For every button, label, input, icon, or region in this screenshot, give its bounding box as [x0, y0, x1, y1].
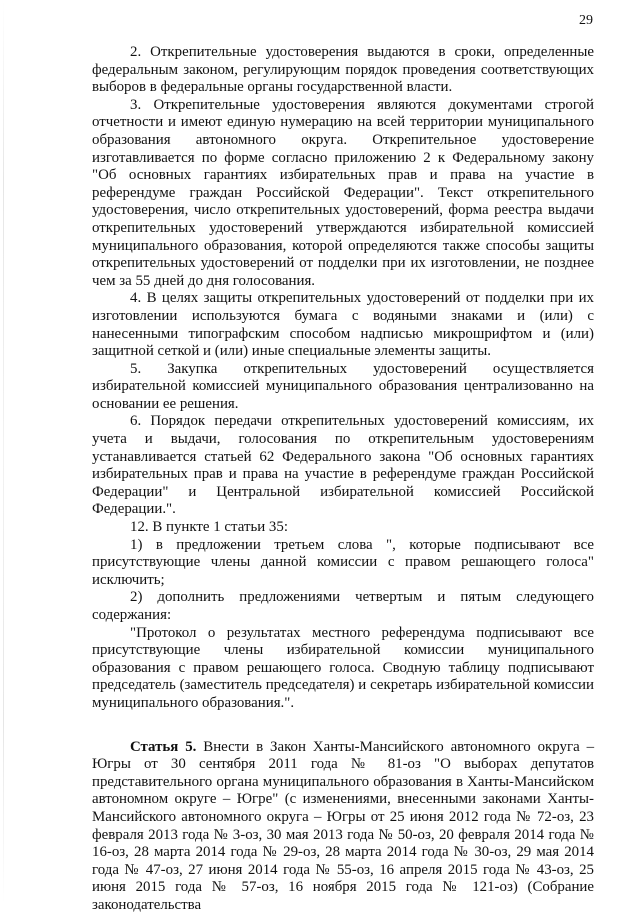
- scan-margin-line: [3, 0, 4, 905]
- paragraph-item-2: 2. Открепительные удостоверения выдаются в сроки, определенные федеральным законом, регулирующим порядок проведения соответствующих выборов в федеральные органы государственной власти.: [92, 44, 594, 96]
- amendment-point-12: 12. В пункте 1 статьи 35:: [130, 519, 288, 536]
- amendment-subpoint-2: 2) дополнить предложениями четвертым и пятым следующего содержания:: [92, 589, 594, 623]
- article-text: Внести в Закон Ханты-Мансийского автономного округа – Югры от 30 сентября 2011 года № 81-оз "О выборах депутатов представительного органа муниципального образования в Ханты-Мансийском автономном округе – Югре" (с изменениями, внесенными законами Ханты-Мансийского автономного округа – Югры от 25 июня 2012 года № 72-оз, 23 февраля 2013 года № 3-оз, 30 мая 2013 года № 50-оз, 20 февраля 2014 года № 16-оз, 28 марта 2014 года № 29-оз, 28 марта 2014 года № 30-оз, 29 мая 2014 года № 47-оз, 27 июня 2014 года № 55-оз, 16 апреля 2015 года № 43-оз, 25 июня 2015 года № 57-оз, 16 ноября 2015 года № 121-оз) (Собрание законодательства: [92, 738, 595, 913]
- paragraph-item-6: 6. Порядок передачи открепительных удостоверений комиссиям, их учета и выдачи, голосования по открепительным удостоверениям устанавливается статьей 62 Федерального закона "Об основных гарантиях избирательных прав и права на участие в референдуме граждан Российской Федерации" и Центральной избирательной комиссией Российской Федерации.".: [92, 413, 594, 518]
- paragraph-item-4: 4. В целях защиты открепительных удостоверений от подделки при их изготовлении используются бумага с водяными знаками и (или) с нанесенными типографским способом надписью микрошрифтом и (или) защитной сеткой и (или) иные специальные элементы защиты.: [92, 290, 594, 360]
- paragraph-item-3: 3. Открепительные удостоверения являются документами строгой отчетности и имеют единую нумерацию на всей территории муниципального образования автономного округа. Открепительное удостоверение изготавливается по форме согласно приложению 2 к Федеральному закону "Об основных гарантиях избирательных прав и права на участие в референдуме граждан Российской Федерации". Текст открепительного удостоверения, число открепительных удостоверений, форма реестра выдачи открепительных удостоверений утверждаются избирательной комиссией муниципального образования, которой определяются также способы защиты открепительных удостоверений от подделки при их изготовлении, не позднее чем за 55 дней до дня голосования.: [92, 96, 594, 289]
- article-heading: Статья 5.: [130, 738, 197, 755]
- paragraph-item-5: 5. Закупка открепительных удостоверений осуществляется избирательной комиссией муниципального образования централизованно на основании ее решения.: [92, 360, 594, 412]
- amendment-subpoint-1: 1) в предложении третьем слова ", которые подписывают все присутствующие члены данной комиссии с правом решающего голоса" исключить;: [92, 536, 594, 588]
- section-spacer: [92, 713, 594, 739]
- page-number: 29: [579, 13, 593, 28]
- document-body: [92, 44, 594, 915]
- quoted-protocol-text: "Протокол о результатах местного референдума подписывают все присутствующие члены избирательной комиссии муниципального образования с правом решающего голоса. Сводную таблицу подписывают председатель (заместитель председателя) и секретарь избирательной комиссии муниципального образования.".: [92, 624, 594, 711]
- article-5-paragraph: [92, 739, 594, 915]
